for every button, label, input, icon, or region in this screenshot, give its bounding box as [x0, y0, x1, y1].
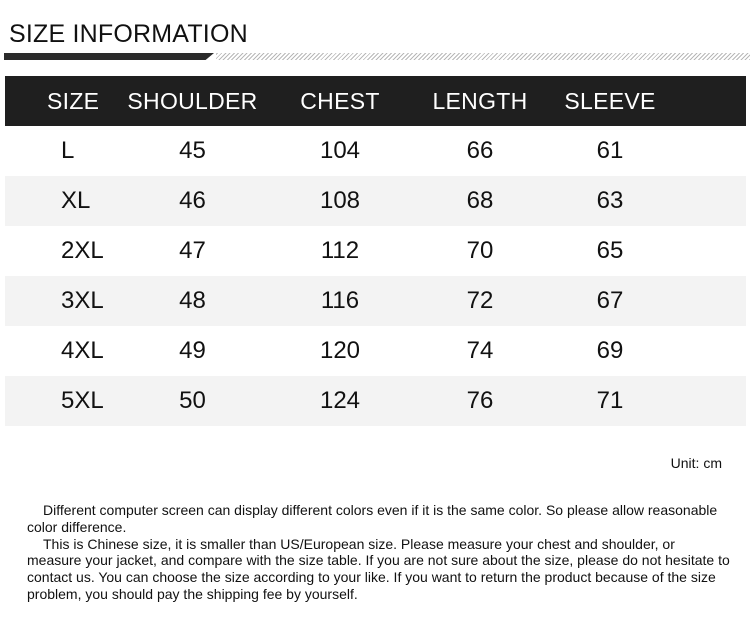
cell-spacer	[675, 126, 746, 176]
cell-shoulder: 48	[120, 276, 265, 326]
size-table	[5, 76, 746, 426]
table-row	[5, 276, 746, 326]
table-header-row	[5, 76, 746, 126]
cell-spacer	[675, 176, 746, 226]
header-sleeve: SLEEVE	[545, 76, 675, 126]
cell-spacer	[675, 376, 746, 426]
cell-sleeve: 67	[545, 276, 675, 326]
table-row	[5, 326, 746, 376]
table-row	[5, 226, 746, 276]
note-size-disclaimer: This is Chinese size, it is smaller than US/European size. Please measure your chest and shoulder, or measure your jacket, and compare with the size table. If you are not sure about the size, please do not hesitate to contact us. You can choose the size according to your like. If you want to return the product because of the size problem, you should pay the shipping fee by yourself.	[27, 535, 730, 602]
cell-shoulder: 46	[120, 176, 265, 226]
cell-shoulder: 47	[120, 226, 265, 276]
cell-size: 2XL	[5, 226, 120, 276]
cell-size: 4XL	[5, 326, 120, 376]
cell-spacer	[675, 326, 746, 376]
cell-sleeve: 69	[545, 326, 675, 376]
table-row	[5, 176, 746, 226]
cell-sleeve: 65	[545, 226, 675, 276]
cell-shoulder: 49	[120, 326, 265, 376]
note-color-disclaimer: Different computer screen can display different colors even if it is the same color. So please allow reasonable color difference.	[27, 502, 718, 535]
cell-length: 70	[415, 226, 545, 276]
cell-chest: 104	[265, 126, 415, 176]
cell-chest: 112	[265, 226, 415, 276]
unit-label: Unit: cm	[670, 455, 722, 471]
table-row	[5, 376, 746, 426]
cell-size: 3XL	[5, 276, 120, 326]
header-length: LENGTH	[415, 76, 545, 126]
cell-spacer	[675, 226, 746, 276]
cell-size: XL	[5, 176, 120, 226]
header-size: SIZE	[5, 76, 120, 126]
cell-length: 68	[415, 176, 545, 226]
cell-chest: 120	[265, 326, 415, 376]
header-shoulder: SHOULDER	[120, 76, 265, 126]
title-underline-bar	[4, 53, 214, 60]
cell-size: L	[5, 126, 120, 176]
cell-shoulder: 45	[120, 126, 265, 176]
cell-sleeve: 63	[545, 176, 675, 226]
page-title: SIZE INFORMATION	[9, 20, 248, 48]
cell-length: 74	[415, 326, 545, 376]
cell-sleeve: 71	[545, 376, 675, 426]
cell-length: 72	[415, 276, 545, 326]
cell-sleeve: 61	[545, 126, 675, 176]
cell-chest: 124	[265, 376, 415, 426]
cell-size: 5XL	[5, 376, 120, 426]
cell-chest: 116	[265, 276, 415, 326]
cell-shoulder: 50	[120, 376, 265, 426]
title-underline-hatch	[216, 53, 750, 60]
cell-spacer	[675, 276, 746, 326]
table-row	[5, 126, 746, 176]
cell-length: 76	[415, 376, 545, 426]
cell-length: 66	[415, 126, 545, 176]
header-chest: CHEST	[265, 76, 415, 126]
notes-block	[27, 502, 732, 603]
cell-chest: 108	[265, 176, 415, 226]
header-spacer	[675, 76, 746, 126]
title-underline	[4, 53, 750, 61]
